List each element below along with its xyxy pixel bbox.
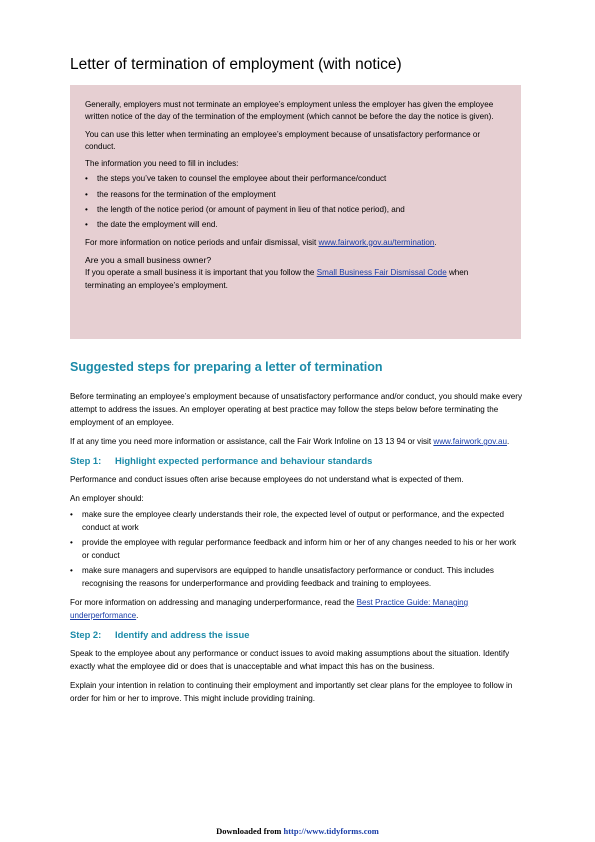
bullet-icon: • <box>70 538 73 547</box>
step1-list-item: • provide the employee with regular performance feedback and inform him or her of any changes needed to his or her work or conduct <box>70 538 517 560</box>
info-list-item: • the length of the notice period (or amount of payment in lieu of that notice period), and <box>85 204 507 216</box>
step1-list-item: • make sure the employee clearly understands their role, the expected level of output or performance, and the expected conduct at work <box>70 510 505 532</box>
main-content <box>70 390 525 711</box>
step2-heading <box>70 628 525 641</box>
step2-number: Step 2: <box>70 629 102 640</box>
info-box <box>70 85 521 339</box>
step1-heading <box>70 454 525 467</box>
step1-list-item: • make sure managers and supervisors are equipped to handle unsatisfactory performance or conduct. This includes recognising the reasons for underperformance and providing feedback and training to employees. <box>70 566 494 588</box>
info-paragraph: Generally, employers must not terminate an employee’s employment unless the employer has given the employee written notice of the day of the termination of the employment (which cannot be before the day the notice is given). <box>85 100 494 122</box>
info-list-item: • the steps you’ve taken to counsel the employee about their performance/conduct <box>85 173 507 185</box>
fairwork-link[interactable]: www.fairwork.gov.au <box>433 437 507 446</box>
footer-text: Downloaded from <box>216 826 282 836</box>
document-title: Letter of termination of employment (with notice) <box>70 56 402 73</box>
step2-paragraph: Speak to the employee about any performance or conduct issues to avoid making assumptions about the situation. Identify exactly what the employee did or does that is unacceptable and what impact this has on the business. <box>70 649 510 671</box>
infoline-paragraph: If at any time you need more information or assistance, call the Fair Work Infoline on 13 13 94 or visit www.fairwork.gov.au. <box>70 437 510 446</box>
section-heading: Suggested steps for preparing a letter of termination <box>70 360 383 374</box>
step1-number: Step 1: <box>70 455 102 466</box>
info-list-item: • the reasons for the termination of the employment <box>85 189 507 201</box>
step2-paragraph: Explain your intention in relation to continuing their employment and importantly set clear plans for the employee to follow in order for him or her to improve. This might include providing training. <box>70 681 513 703</box>
step1-paragraph: An employer should: <box>70 494 144 503</box>
bullet-icon: • <box>85 205 88 215</box>
bullet-icon: • <box>85 174 88 184</box>
footer <box>0 826 595 836</box>
bullet-icon: • <box>70 566 73 575</box>
small-business-block: Are you a small business owner? If you operate a small business it is important that you follow the Small Business Fair Dismissal Code when terminating an employee’s employment. <box>85 254 469 290</box>
info-list <box>85 173 507 231</box>
termination-link[interactable]: www.fairwork.gov.au/termination <box>318 237 435 247</box>
info-paragraph: The information you need to fill in includes: <box>85 159 239 169</box>
bullet-icon: • <box>85 220 88 230</box>
step1-paragraph: Performance and conduct issues often arise because employees do not understand what is expected of them. <box>70 475 464 484</box>
small-business-question: Are you a small business owner? <box>85 254 212 265</box>
footer-link[interactable]: http://www.tidyforms.com <box>283 826 379 836</box>
info-paragraph: For more information on notice periods and unfair dismissal, visit www.fairwork.gov.au/termination. <box>85 237 437 247</box>
bullet-icon: • <box>85 189 88 199</box>
bullet-icon: • <box>70 510 73 519</box>
small-business-code-link[interactable]: Small Business Fair Dismissal Code <box>316 268 447 278</box>
step1-list <box>70 508 525 590</box>
step1-paragraph: For more information on addressing and managing underperformance, read the Best Practice Guide: Managing underperformance. <box>70 598 469 620</box>
step1-title: Highlight expected performance and behaviour standards <box>115 455 373 466</box>
info-list-item: • the date the employment will end. <box>85 219 507 231</box>
best-practice-guide-link[interactable]: Best Practice Guide: Managing underperformance <box>70 598 469 620</box>
info-paragraph: You can use this letter when terminating an employee’s employment because of unsatisfactory performance or conduct. <box>85 129 481 151</box>
step2-title: Identify and address the issue <box>115 629 250 640</box>
intro-paragraph: Before terminating an employee’s employment because of unsatisfactory performance and/or conduct, you should make every attempt to address the issues. An employer operating at best practice may follow the steps below before terminating the employment of an employee. <box>70 392 522 427</box>
